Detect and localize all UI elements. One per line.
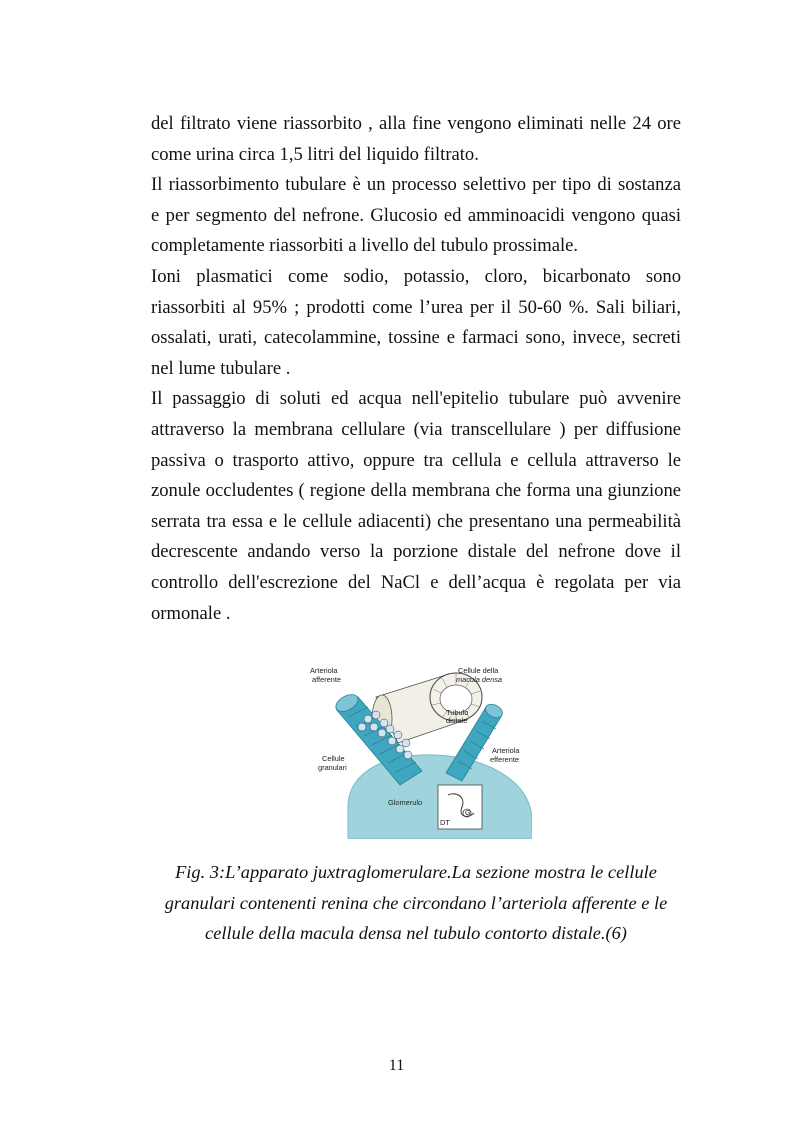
label-arteriola-afferente: afferente <box>312 675 342 684</box>
label-tubulo-distale: distale <box>446 716 468 725</box>
body-line: Il passaggio di soluti ed acqua nell'epitelio tubulare può avvenire <box>151 388 681 410</box>
label-glomerulo: Glomerulo <box>388 798 423 807</box>
body-line: attraverso la membrana cellulare (via transcellulare ) per diffusione <box>151 418 681 440</box>
label-macula-densa: Cellule della <box>458 666 499 675</box>
page-number: 11 <box>388 1057 405 1074</box>
body-line: passiva o trasporto attivo, oppure tra cellula e cellula attraverso le <box>151 449 681 471</box>
body-line: riassorbiti al 95% ; prodotti come l’urea per il 50-60 %. Sali biliari, <box>151 296 681 318</box>
body-text <box>151 109 681 629</box>
juxtaglomerular-figure <box>296 657 532 839</box>
label-inset-g: G <box>465 808 471 817</box>
figure-caption <box>140 857 692 949</box>
label-arteriola-efferente: efferente <box>490 755 520 764</box>
juxtaglomerular-illustration <box>296 657 532 839</box>
body-line: ormonale . <box>151 602 231 624</box>
caption-line: Fig. 3:L’apparato juxtraglomerulare.La sezione mostra le cellule <box>175 862 657 882</box>
label-arteriola-efferente: Arteriola <box>492 746 520 755</box>
label-cellule-granulari: granulari <box>318 763 347 772</box>
body-line: Ioni plasmatici come sodio, potassio, cloro, bicarbonato sono <box>151 265 681 287</box>
body-line: completamente riassorbiti a livello del tubulo prossimale. <box>151 235 579 257</box>
caption-line: granulari contenenti renina che circondano l’arteriola afferente e le <box>164 892 668 913</box>
label-cellule-granulari: Cellule <box>322 754 345 763</box>
body-line: Il riassorbimento tubulare è un processo selettivo per tipo di sostanza <box>151 174 681 196</box>
body-line: serrata tra essa e le cellule adiacenti) che presentano una permeabilità <box>151 510 681 532</box>
body-line: ossalati, urati, catecolammine, tossine e farmaci sono, invece, secreti <box>151 327 681 349</box>
label-arteriola-afferente: Arteriola <box>310 666 338 675</box>
body-line: del filtrato viene riassorbito , alla fine vengono eliminati nelle 24 ore <box>151 113 681 134</box>
body-line: nel lume tubulare . <box>151 357 291 379</box>
body-line: zonule occludentes ( regione della membrana che forma una giunzione <box>151 480 681 502</box>
label-inset-dt: DT <box>440 818 450 827</box>
body-line: decrescente andando verso la porzione distale del nefrone dove il <box>151 541 681 563</box>
body-line: e per segmento del nefrone. Glucosio ed amminoacidi vengono quasi <box>151 204 681 226</box>
caption-line: cellule della macula densa nel tubulo contorto distale.(6) <box>205 923 627 943</box>
body-line: controllo dell'escrezione del NaCl e dell’acqua è regolata per via <box>151 571 681 593</box>
body-line: come urina circa 1,5 litri del liquido filtrato. <box>151 143 479 165</box>
label-tubulo-distale: Tubulo <box>446 708 469 717</box>
label-macula-densa: macula densa <box>456 675 503 684</box>
